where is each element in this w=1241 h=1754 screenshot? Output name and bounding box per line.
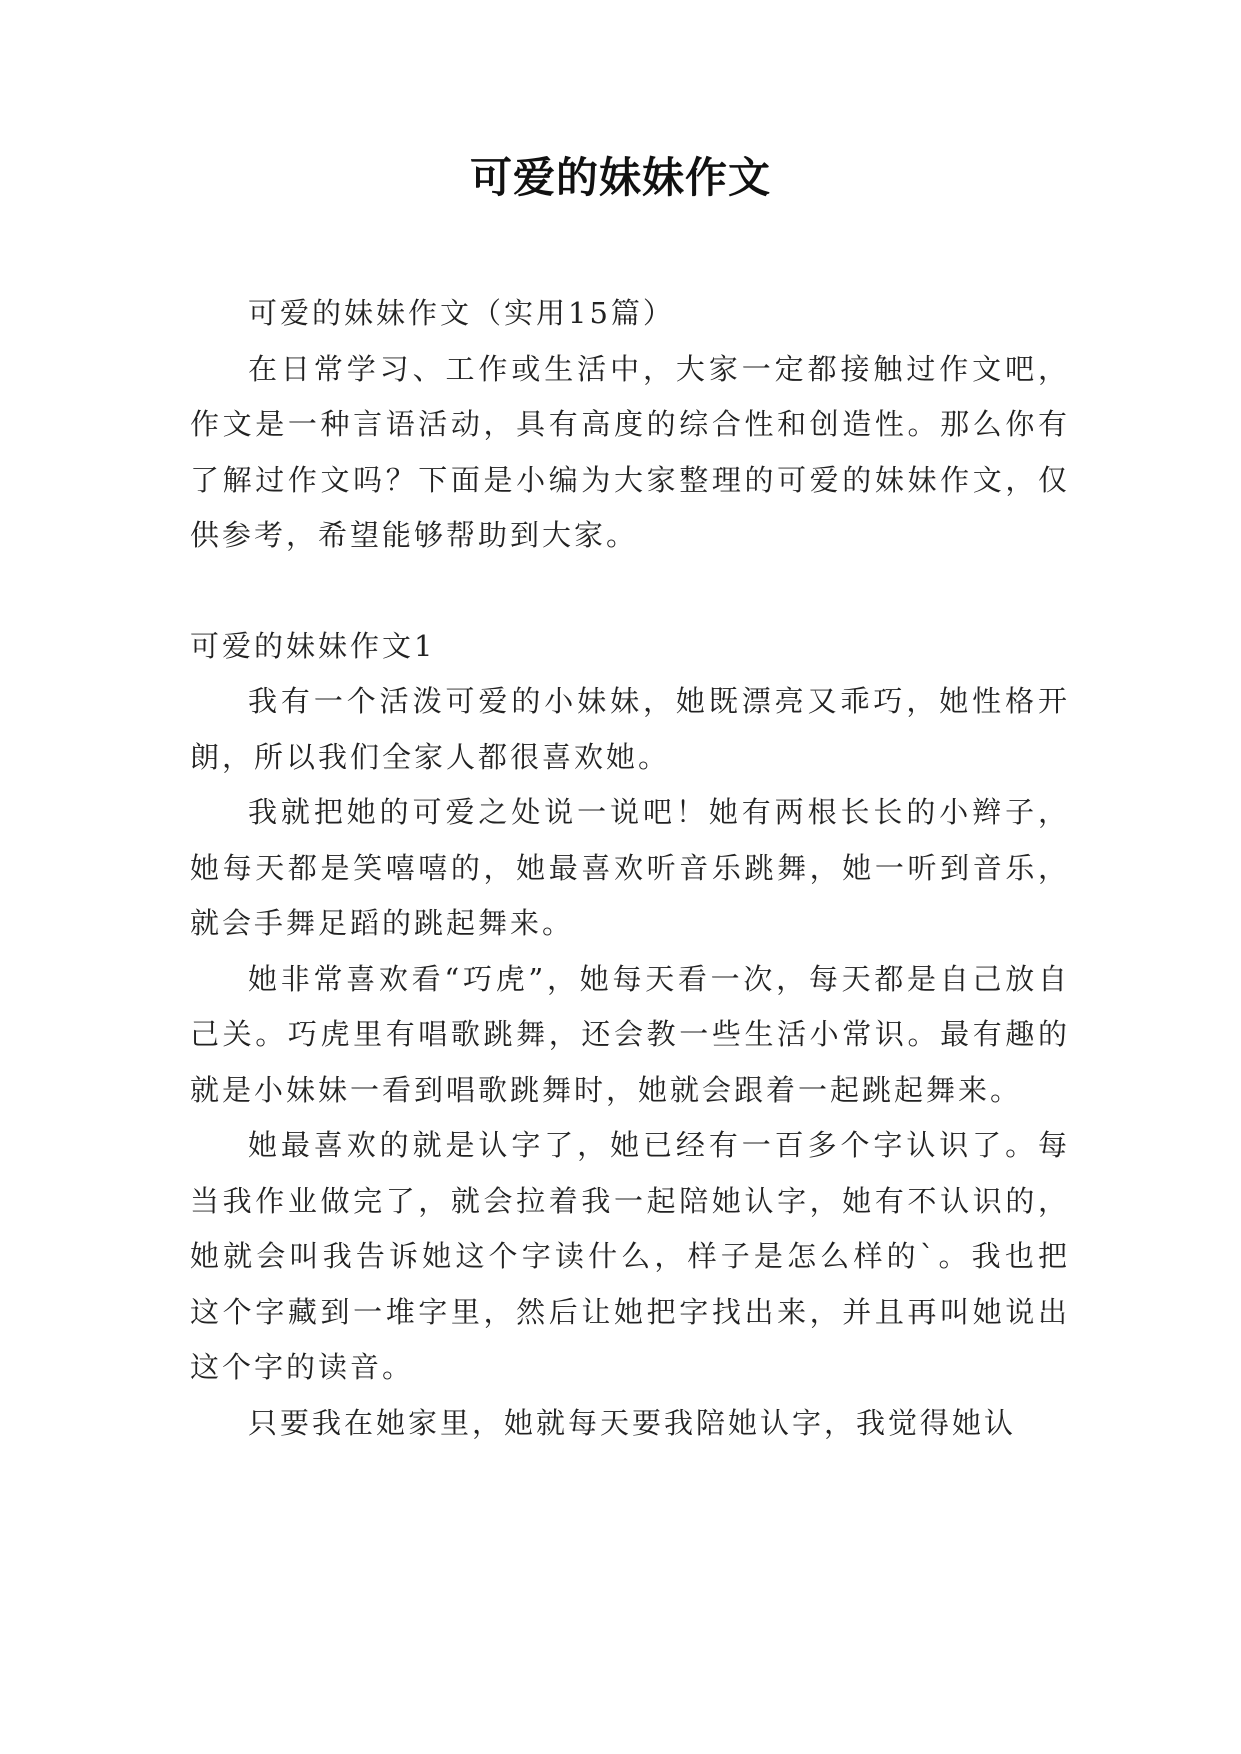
body-paragraph: 只要我在她家里，她就每天要我陪她认字，我觉得她认 (248, 1405, 1017, 1440)
document-body (190, 286, 1070, 1451)
section-heading: 可爱的妹妹作文1 (190, 628, 436, 663)
body-paragraph: 我有一个活泼可爱的小妹妹，她既漂亮又乖巧，她性格开朗，所以我们全家人都很喜欢她。 (190, 684, 1070, 774)
body-paragraph: 她非常喜欢看“巧虎”，她每天看一次，每天都是自己放自己关。巧虎里有唱歌跳舞，还会教一些生活小常识。最有趣的就是小妹妹一看到唱歌跳舞时，她就会跟着一起跳起舞来。 (190, 961, 1070, 1107)
document-title: 可爱的妹妹作文 (469, 153, 771, 202)
body-paragraph: 我就把她的可爱之处说一说吧！她有两根长长的小辫子，她每天都是笑嘻嘻的，她最喜欢听音乐跳舞，她一听到音乐，就会手舞足蹈的跳起舞来。 (190, 795, 1070, 940)
document-subtitle: 可爱的妹妹作文（实用15篇） (248, 296, 675, 330)
body-paragraph: 她最喜欢的就是认字了，她已经有一百多个字认识了。每当我作业做完了，就会拉着我一起陪她认字，她有不认识的，她就会叫我告诉她这个字读什么，样子是怎么样的`。我也把这个字藏到一堆字里，然后让她把字找出来，并且再叫她说出这个字的读音。 (190, 1128, 1070, 1384)
intro-paragraph: 在日常学习、工作或生活中，大家一定都接触过作文吧，作文是一种言语活动，具有高度的综合性和创造性。那么你有了解过作文吗？下面是小编为大家整理的可爱的妹妹作文，仅供参考，希望能够帮助到大家。 (190, 351, 1070, 552)
